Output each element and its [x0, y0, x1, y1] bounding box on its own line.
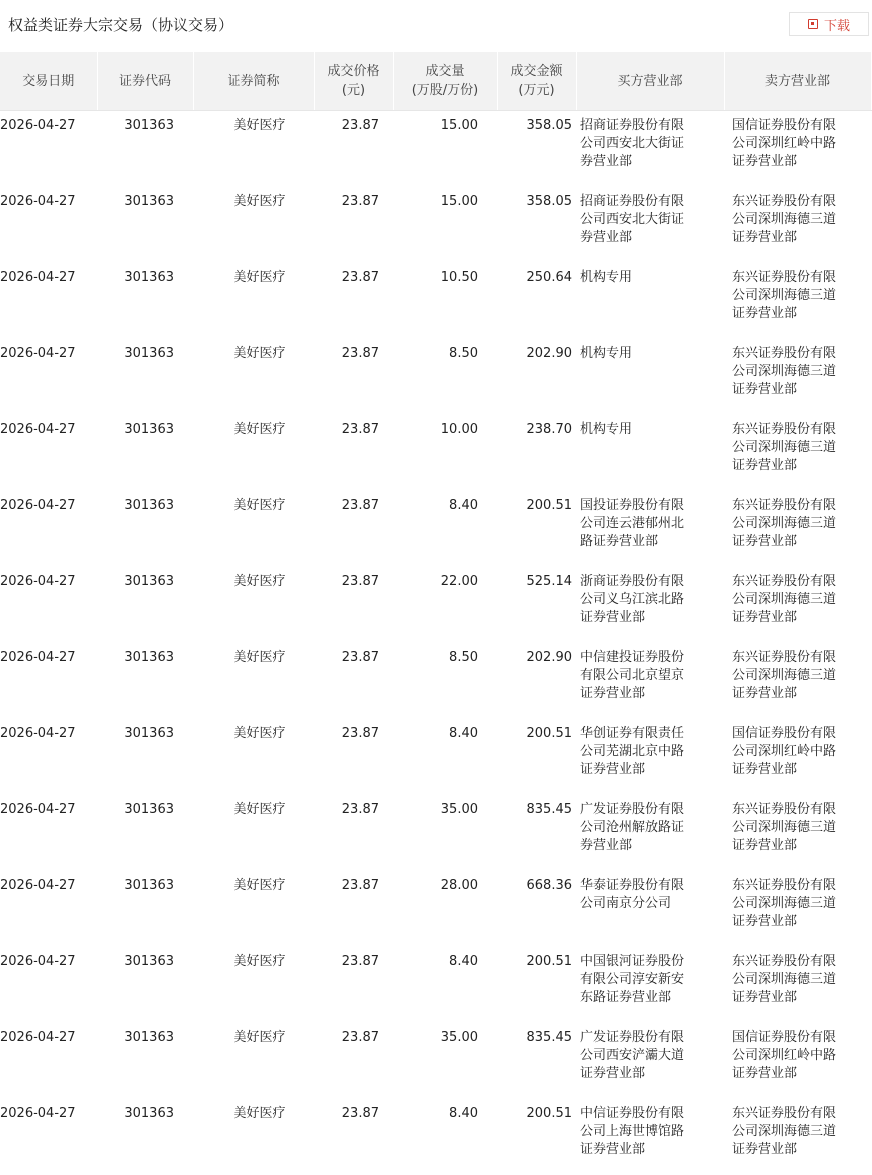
cell-code: 301363	[97, 263, 193, 339]
cell-volume: 8.50	[393, 643, 497, 719]
cell-name: 美好医疗	[193, 491, 314, 567]
cell-amount: 835.45	[497, 1023, 576, 1099]
cell-buyer: 中信建投证券股份有限公司北京望京证券营业部	[576, 643, 724, 719]
cell-seller: 国信证券股份有限公司深圳红岭中路证券营业部	[724, 719, 871, 795]
table-row	[0, 1099, 871, 1175]
cell-seller: 东兴证券股份有限公司深圳海德三道证券营业部	[724, 871, 871, 947]
cell-amount: 525.14	[497, 567, 576, 643]
cell-volume: 8.40	[393, 1099, 497, 1175]
cell-volume: 35.00	[393, 1023, 497, 1099]
cell-code: 301363	[97, 491, 193, 567]
cell-buyer: 广发证券股份有限公司沧州解放路证券营业部	[576, 795, 724, 871]
header-seller[interactable]: 卖方营业部	[724, 52, 871, 111]
cell-amount: 668.36	[497, 871, 576, 947]
cell-price: 23.87	[314, 643, 393, 719]
cell-buyer: 中信证券股份有限公司上海世博馆路证券营业部	[576, 1099, 724, 1175]
cell-code: 301363	[97, 339, 193, 415]
cell-volume: 22.00	[393, 567, 497, 643]
cell-volume: 15.00	[393, 111, 497, 188]
table-row	[0, 795, 871, 871]
table-row	[0, 491, 871, 567]
cell-volume: 15.00	[393, 187, 497, 263]
cell-code: 301363	[97, 1099, 193, 1175]
cell-date: 2026-04-27	[0, 795, 97, 871]
cell-seller: 东兴证券股份有限公司深圳海德三道证券营业部	[724, 263, 871, 339]
block-trade-table	[0, 52, 872, 1175]
cell-code: 301363	[97, 947, 193, 1023]
cell-price: 23.87	[314, 263, 393, 339]
cell-date: 2026-04-27	[0, 719, 97, 795]
cell-price: 23.87	[314, 491, 393, 567]
cell-amount: 200.51	[497, 719, 576, 795]
cell-price: 23.87	[314, 567, 393, 643]
cell-seller: 国信证券股份有限公司深圳红岭中路证券营业部	[724, 1023, 871, 1099]
cell-code: 301363	[97, 187, 193, 263]
top-bar	[0, 0, 872, 48]
table-row	[0, 643, 871, 719]
cell-date: 2026-04-27	[0, 871, 97, 947]
cell-code: 301363	[97, 415, 193, 491]
cell-code: 301363	[97, 719, 193, 795]
cell-amount: 250.64	[497, 263, 576, 339]
cell-name: 美好医疗	[193, 1023, 314, 1099]
download-label: 下载	[824, 15, 850, 34]
cell-amount: 835.45	[497, 795, 576, 871]
cell-price: 23.87	[314, 415, 393, 491]
cell-volume: 8.40	[393, 947, 497, 1023]
cell-seller: 东兴证券股份有限公司深圳海德三道证券营业部	[724, 947, 871, 1023]
cell-buyer: 华泰证券股份有限公司南京分公司	[576, 871, 724, 947]
table-header-row	[0, 52, 871, 111]
cell-amount: 358.05	[497, 187, 576, 263]
cell-date: 2026-04-27	[0, 1099, 97, 1175]
cell-amount: 200.51	[497, 947, 576, 1023]
cell-volume: 8.50	[393, 339, 497, 415]
cell-date: 2026-04-27	[0, 339, 97, 415]
table-row	[0, 871, 871, 947]
cell-volume: 8.40	[393, 491, 497, 567]
cell-seller: 东兴证券股份有限公司深圳海德三道证券营业部	[724, 795, 871, 871]
cell-name: 美好医疗	[193, 947, 314, 1023]
table-row	[0, 567, 871, 643]
table-row	[0, 187, 871, 263]
cell-code: 301363	[97, 871, 193, 947]
cell-name: 美好医疗	[193, 795, 314, 871]
cell-date: 2026-04-27	[0, 491, 97, 567]
cell-name: 美好医疗	[193, 567, 314, 643]
cell-amount: 202.90	[497, 643, 576, 719]
cell-buyer: 国投证券股份有限公司连云港郁州北路证券营业部	[576, 491, 724, 567]
cell-code: 301363	[97, 643, 193, 719]
cell-price: 23.87	[314, 111, 393, 188]
cell-seller: 东兴证券股份有限公司深圳海德三道证券营业部	[724, 643, 871, 719]
page-title: 权益类证券大宗交易（协议交易）	[8, 14, 233, 35]
cell-volume: 28.00	[393, 871, 497, 947]
cell-date: 2026-04-27	[0, 111, 97, 188]
cell-price: 23.87	[314, 947, 393, 1023]
cell-name: 美好医疗	[193, 187, 314, 263]
cell-price: 23.87	[314, 871, 393, 947]
cell-seller: 东兴证券股份有限公司深圳海德三道证券营业部	[724, 1099, 871, 1175]
cell-date: 2026-04-27	[0, 187, 97, 263]
cell-name: 美好医疗	[193, 339, 314, 415]
table-row	[0, 415, 871, 491]
cell-seller: 东兴证券股份有限公司深圳海德三道证券营业部	[724, 339, 871, 415]
table-row	[0, 339, 871, 415]
cell-name: 美好医疗	[193, 263, 314, 339]
cell-volume: 10.00	[393, 415, 497, 491]
cell-price: 23.87	[314, 339, 393, 415]
header-price[interactable]: 成交价格 (元)	[314, 52, 393, 111]
table-row	[0, 1023, 871, 1099]
download-icon	[808, 19, 818, 29]
header-volume[interactable]: 成交量 (万股/万份)	[393, 52, 497, 111]
cell-date: 2026-04-27	[0, 263, 97, 339]
header-code[interactable]: 证券代码	[97, 52, 193, 111]
cell-date: 2026-04-27	[0, 567, 97, 643]
cell-date: 2026-04-27	[0, 643, 97, 719]
cell-seller: 东兴证券股份有限公司深圳海德三道证券营业部	[724, 415, 871, 491]
cell-amount: 200.51	[497, 491, 576, 567]
cell-name: 美好医疗	[193, 643, 314, 719]
download-button[interactable]	[789, 12, 869, 36]
cell-buyer: 浙商证券股份有限公司义乌江滨北路证券营业部	[576, 567, 724, 643]
header-date[interactable]: 交易日期	[0, 52, 97, 111]
cell-code: 301363	[97, 111, 193, 188]
table-row	[0, 111, 871, 188]
cell-date: 2026-04-27	[0, 415, 97, 491]
table-row	[0, 263, 871, 339]
cell-price: 23.87	[314, 187, 393, 263]
cell-buyer: 机构专用	[576, 415, 724, 491]
cell-price: 23.87	[314, 1099, 393, 1175]
cell-buyer: 华创证券有限责任公司芜湖北京中路证券营业部	[576, 719, 724, 795]
cell-name: 美好医疗	[193, 719, 314, 795]
cell-amount: 358.05	[497, 111, 576, 188]
cell-amount: 202.90	[497, 339, 576, 415]
cell-amount: 200.51	[497, 1099, 576, 1175]
cell-volume: 8.40	[393, 719, 497, 795]
cell-name: 美好医疗	[193, 111, 314, 188]
cell-seller: 国信证券股份有限公司深圳红岭中路证券营业部	[724, 111, 871, 188]
cell-date: 2026-04-27	[0, 947, 97, 1023]
cell-code: 301363	[97, 567, 193, 643]
cell-price: 23.87	[314, 1023, 393, 1099]
header-amount[interactable]: 成交金额 (万元)	[497, 52, 576, 111]
header-name[interactable]: 证券简称	[193, 52, 314, 111]
cell-buyer: 招商证券股份有限公司西安北大街证券营业部	[576, 187, 724, 263]
cell-name: 美好医疗	[193, 871, 314, 947]
header-buyer[interactable]: 买方营业部	[576, 52, 724, 111]
cell-seller: 东兴证券股份有限公司深圳海德三道证券营业部	[724, 567, 871, 643]
table-row	[0, 719, 871, 795]
cell-seller: 东兴证券股份有限公司深圳海德三道证券营业部	[724, 491, 871, 567]
table-body	[0, 111, 871, 1175]
cell-code: 301363	[97, 795, 193, 871]
cell-amount: 238.70	[497, 415, 576, 491]
cell-name: 美好医疗	[193, 415, 314, 491]
cell-volume: 35.00	[393, 795, 497, 871]
cell-seller: 东兴证券股份有限公司深圳海德三道证券营业部	[724, 187, 871, 263]
cell-buyer: 中国银河证券股份有限公司淳安新安东路证券营业部	[576, 947, 724, 1023]
table-row	[0, 947, 871, 1023]
cell-buyer: 广发证券股份有限公司西安浐灞大道证券营业部	[576, 1023, 724, 1099]
cell-volume: 10.50	[393, 263, 497, 339]
cell-price: 23.87	[314, 719, 393, 795]
cell-code: 301363	[97, 1023, 193, 1099]
cell-date: 2026-04-27	[0, 1023, 97, 1099]
cell-buyer: 机构专用	[576, 263, 724, 339]
cell-price: 23.87	[314, 795, 393, 871]
cell-buyer: 招商证券股份有限公司西安北大街证券营业部	[576, 111, 724, 188]
cell-name: 美好医疗	[193, 1099, 314, 1175]
cell-buyer: 机构专用	[576, 339, 724, 415]
